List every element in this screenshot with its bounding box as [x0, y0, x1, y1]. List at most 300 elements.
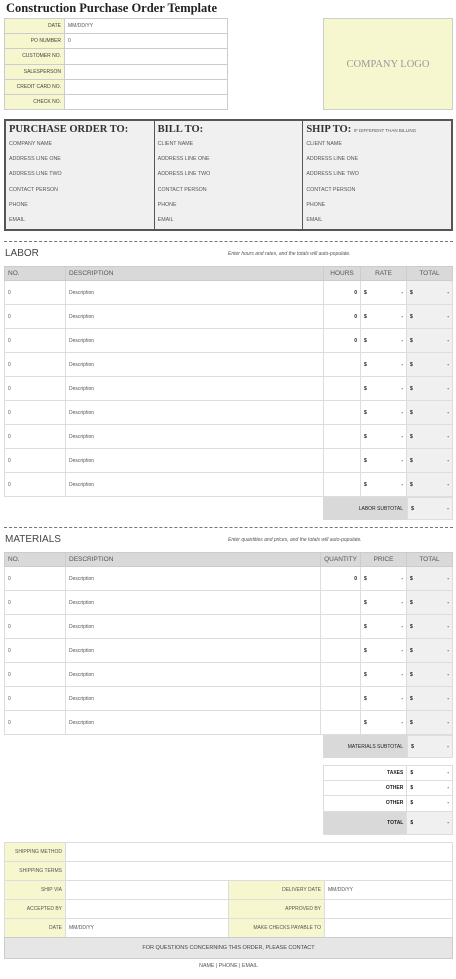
- row-description[interactable]: Description: [66, 687, 321, 711]
- amount: -: [401, 385, 403, 392]
- currency-symbol: $: [364, 361, 367, 368]
- materials-subtotal: [323, 735, 453, 758]
- row-number[interactable]: 0: [5, 567, 66, 591]
- currency-symbol: $: [410, 457, 413, 464]
- currency-symbol: $: [364, 409, 367, 416]
- header-field-value[interactable]: [65, 49, 228, 64]
- money-value: [410, 624, 449, 630]
- row-quantity[interactable]: [324, 425, 361, 449]
- currency-symbol: $: [364, 647, 367, 654]
- labor-table: [4, 266, 453, 497]
- currency-symbol: $: [364, 433, 367, 440]
- column-header: DESCRIPTION: [66, 267, 324, 281]
- address-line[interactable]: CONTACT PERSON: [306, 186, 356, 193]
- money-value: [410, 434, 449, 440]
- address-line[interactable]: CLIENT NAME: [157, 141, 194, 147]
- row-total: [407, 281, 453, 305]
- amount: -: [447, 289, 449, 296]
- table-row: [5, 687, 453, 711]
- totals-row: [324, 796, 453, 811]
- money-value: [364, 314, 403, 320]
- row-price[interactable]: [361, 377, 407, 401]
- column-header: NO.: [5, 267, 66, 281]
- table-row: [5, 615, 453, 639]
- column-header: TOTAL: [407, 267, 453, 281]
- totals-label: OTHER: [324, 796, 407, 811]
- money-value: [410, 482, 449, 488]
- currency-symbol: $: [410, 337, 413, 344]
- column-header: TOTAL: [407, 553, 453, 567]
- ship-to-heading: SHIP TO:: [306, 124, 352, 135]
- column-header: QUANTITY: [321, 553, 361, 567]
- accepted-by-label: ACCEPTED BY: [5, 900, 66, 919]
- row-number[interactable]: 0: [5, 305, 66, 329]
- table-row: [5, 281, 453, 305]
- amount: -: [401, 289, 403, 296]
- row-total: [407, 687, 453, 711]
- accepted-by-field[interactable]: [66, 900, 229, 919]
- totals-value: [407, 766, 453, 781]
- currency-symbol: $: [410, 289, 413, 296]
- money-value: [364, 624, 403, 630]
- money-value: [410, 648, 449, 654]
- row-quantity[interactable]: [321, 639, 361, 663]
- row-price[interactable]: [361, 449, 407, 473]
- row-price[interactable]: [361, 353, 407, 377]
- approved-by-label: APPROVED BY: [229, 900, 325, 919]
- totals-label: OTHER: [324, 781, 407, 796]
- header-field-value[interactable]: [65, 94, 228, 109]
- header-field-row: [5, 19, 228, 34]
- row-description[interactable]: Description: [66, 425, 324, 449]
- row-price[interactable]: [361, 425, 407, 449]
- table-row: [5, 663, 453, 687]
- row-price[interactable]: [361, 567, 407, 591]
- money-value: [410, 785, 449, 791]
- row-number[interactable]: 0: [5, 591, 66, 615]
- amount: -: [447, 385, 449, 392]
- labor-subtotal-value: $ -: [407, 497, 453, 520]
- table-row: [5, 639, 453, 663]
- header-field-row: [5, 79, 228, 94]
- amount: -: [401, 623, 403, 630]
- row-number[interactable]: 0: [5, 473, 66, 497]
- money-value: [364, 576, 403, 582]
- labor-instruction: Enter hours and rates, and the totals will auto-populate.: [228, 251, 351, 257]
- address-line[interactable]: ADDRESS LINE ONE: [157, 156, 210, 163]
- currency-symbol: $: [364, 481, 367, 488]
- money-value: [410, 696, 449, 702]
- money-value: [364, 410, 403, 416]
- address-line[interactable]: EMAIL: [306, 216, 323, 223]
- header-field-row: [5, 34, 228, 49]
- address-line[interactable]: EMAIL: [157, 216, 174, 223]
- amount: -: [447, 599, 449, 606]
- currency-symbol: $: [410, 770, 414, 777]
- amount: -: [447, 647, 449, 654]
- money-value: [364, 720, 403, 726]
- currency-symbol: $: [410, 623, 413, 630]
- money-value: [410, 576, 449, 582]
- table-row: [5, 425, 453, 449]
- address-line[interactable]: ADDRESS LINE TWO: [157, 171, 211, 178]
- money-value: [364, 362, 403, 368]
- column-header: HOURS: [324, 267, 361, 281]
- row-description[interactable]: Description: [66, 567, 321, 591]
- amount: -: [401, 671, 403, 678]
- row-number[interactable]: 0: [5, 353, 66, 377]
- row-quantity[interactable]: 0: [324, 329, 361, 353]
- amount: -: [401, 313, 403, 320]
- questions-bar: FOR QUESTIONS CONCERNING THIS ORDER, PLEASE CONTACT: [4, 937, 453, 959]
- divider: [4, 241, 453, 242]
- table-row: [5, 567, 453, 591]
- row-total: [407, 305, 453, 329]
- currency-symbol: $: [364, 623, 367, 630]
- row-total: [407, 591, 453, 615]
- row-price[interactable]: [361, 687, 407, 711]
- row-description[interactable]: Description: [66, 615, 321, 639]
- row-description[interactable]: Description: [66, 281, 324, 305]
- row-total: [407, 449, 453, 473]
- address-line[interactable]: PHONE: [9, 201, 28, 208]
- labor-subtotal-label: LABOR SUBTOTAL: [323, 497, 407, 520]
- header-field-label: CUSTOMER NO.: [5, 49, 65, 64]
- table-row: [5, 473, 453, 497]
- totals-row: [324, 811, 453, 834]
- amount: -: [447, 695, 449, 702]
- row-quantity[interactable]: 0: [324, 305, 361, 329]
- row-number[interactable]: 0: [5, 711, 66, 735]
- table-row: [5, 711, 453, 735]
- ship-via-label: SHIP VIA: [5, 881, 66, 900]
- currency-symbol: $: [410, 361, 413, 368]
- amount: -: [447, 575, 449, 582]
- approved-by-field[interactable]: [325, 900, 453, 919]
- header-field-value[interactable]: 0: [65, 34, 228, 49]
- currency-symbol: $: [410, 647, 413, 654]
- address-line[interactable]: CLIENT NAME: [306, 141, 342, 147]
- header-fields-table: [4, 18, 228, 110]
- table-row: [5, 305, 453, 329]
- row-quantity[interactable]: 0: [321, 567, 361, 591]
- amount: -: [447, 409, 449, 416]
- currency-symbol: $: [364, 695, 367, 702]
- row-total: [407, 639, 453, 663]
- ship-to-heading-wrap: [306, 123, 448, 137]
- shipping-table: [4, 842, 453, 938]
- currency-symbol: $: [410, 385, 413, 392]
- currency-symbol: $: [364, 457, 367, 464]
- labor-subtotal: [323, 497, 453, 520]
- amount: -: [447, 819, 449, 826]
- amount: -: [401, 481, 403, 488]
- header-field-label: SALESPERSON: [5, 64, 65, 79]
- header-field-row: [5, 94, 228, 109]
- amount: -: [447, 433, 449, 440]
- currency-symbol: $: [364, 719, 367, 726]
- totals-value: [407, 796, 453, 811]
- row-quantity[interactable]: [321, 615, 361, 639]
- po-to-heading: PURCHASE ORDER TO:: [9, 124, 129, 135]
- address-line[interactable]: CONTACT PERSON: [157, 186, 207, 193]
- row-total: [407, 663, 453, 687]
- currency-symbol: $: [410, 800, 414, 807]
- row-price[interactable]: [361, 401, 407, 425]
- money-value: [364, 386, 403, 392]
- header-field-label: CHECK NO.: [5, 94, 65, 109]
- amount: -: [401, 361, 403, 368]
- currency-symbol: $: [410, 599, 413, 606]
- amount: -: [447, 361, 449, 368]
- amount: -: [447, 671, 449, 678]
- currency-symbol: $: [364, 575, 367, 582]
- amount: -: [447, 800, 449, 807]
- amount: -: [447, 719, 449, 726]
- money-value: [410, 410, 449, 416]
- currency-symbol: $: [364, 313, 367, 320]
- money-value: [410, 672, 449, 678]
- header-field-value[interactable]: [65, 64, 228, 79]
- money-value: [410, 458, 449, 464]
- ship-via-field[interactable]: [66, 881, 229, 900]
- header-field-label: PO NUMBER: [5, 34, 65, 49]
- address-line[interactable]: PHONE: [306, 201, 326, 208]
- company-logo: COMPANY LOGO: [323, 18, 453, 110]
- row-number[interactable]: 0: [5, 401, 66, 425]
- date-field[interactable]: MM/DD/YY: [66, 919, 229, 938]
- row-quantity[interactable]: [324, 473, 361, 497]
- shipping-terms-field[interactable]: [66, 862, 453, 881]
- row-number[interactable]: 0: [5, 663, 66, 687]
- header-field-row: [5, 49, 228, 64]
- currency-symbol: $: [410, 409, 413, 416]
- currency-symbol: $: [410, 481, 413, 488]
- amount: -: [401, 433, 403, 440]
- address-line[interactable]: ADDRESS LINE ONE: [306, 156, 359, 163]
- currency-symbol: $: [410, 819, 414, 826]
- materials-title: MATERIALS: [5, 534, 61, 545]
- money-value: [364, 434, 403, 440]
- address-block: [4, 119, 453, 231]
- ship-to-column: [303, 121, 451, 229]
- totals-value: [407, 781, 453, 796]
- table-row: [5, 449, 453, 473]
- row-total: [407, 329, 453, 353]
- amount: -: [447, 457, 449, 464]
- row-price[interactable]: [361, 281, 407, 305]
- totals-row: [324, 781, 453, 796]
- amount: -: [447, 623, 449, 630]
- row-description[interactable]: Description: [66, 353, 324, 377]
- bill-to-heading: BILL TO:: [157, 124, 204, 135]
- row-quantity[interactable]: [324, 401, 361, 425]
- row-total: [407, 401, 453, 425]
- row-price[interactable]: [361, 591, 407, 615]
- payable-label: MAKE CHECKS PAYABLE TO: [229, 919, 325, 938]
- row-number[interactable]: 0: [5, 687, 66, 711]
- column-header: NO.: [5, 553, 66, 567]
- currency-symbol: $: [364, 671, 367, 678]
- currency-symbol: $: [410, 671, 413, 678]
- bill-to-column: [155, 121, 304, 229]
- money-value: [410, 290, 449, 296]
- table-row: [5, 353, 453, 377]
- row-description[interactable]: Description: [66, 449, 324, 473]
- money-value: [364, 482, 403, 488]
- row-price[interactable]: [361, 329, 407, 353]
- address-line[interactable]: ADDRESS LINE TWO: [306, 171, 359, 178]
- column-header: DESCRIPTION: [66, 553, 321, 567]
- amount: -: [401, 575, 403, 582]
- amount: -: [447, 785, 449, 792]
- row-number[interactable]: 0: [5, 329, 66, 353]
- row-price[interactable]: [361, 305, 407, 329]
- table-row: [5, 591, 453, 615]
- amount: -: [401, 647, 403, 654]
- materials-table: [4, 552, 453, 735]
- money-value: [364, 338, 403, 344]
- money-value: [410, 800, 449, 806]
- money-value: [364, 648, 403, 654]
- row-description[interactable]: Description: [66, 401, 324, 425]
- row-price[interactable]: [361, 639, 407, 663]
- amount: -: [401, 719, 403, 726]
- currency-symbol: $: [364, 599, 367, 606]
- amount: -: [401, 695, 403, 702]
- row-total: [407, 473, 453, 497]
- money-value: [364, 600, 403, 606]
- address-line[interactable]: ADDRESS LINE TWO: [9, 171, 62, 178]
- money-value: [410, 820, 449, 826]
- row-number[interactable]: 0: [5, 281, 66, 305]
- address-line[interactable]: PHONE: [157, 201, 177, 208]
- header-field-value[interactable]: MM/DD/YY: [65, 19, 228, 34]
- table-row: [5, 329, 453, 353]
- labor-title: LABOR: [5, 248, 39, 259]
- shipping-terms-label: SHIPPING TERMS: [5, 862, 66, 881]
- row-quantity[interactable]: [324, 449, 361, 473]
- row-price[interactable]: [361, 615, 407, 639]
- row-number[interactable]: 0: [5, 425, 66, 449]
- address-line[interactable]: EMAIL: [9, 216, 25, 223]
- po-to-column: [6, 121, 155, 229]
- row-number[interactable]: 0: [5, 639, 66, 663]
- row-quantity[interactable]: [321, 663, 361, 687]
- totals-row: [324, 766, 453, 781]
- row-total: [407, 425, 453, 449]
- header-field-value[interactable]: [65, 79, 228, 94]
- materials-subtotal-value: $ -: [407, 735, 453, 758]
- row-quantity[interactable]: [324, 353, 361, 377]
- row-number[interactable]: 0: [5, 449, 66, 473]
- shipping-method-label: SHIPPING METHOD: [5, 843, 66, 862]
- money-value: [410, 386, 449, 392]
- header-field-row: [5, 64, 228, 79]
- row-total: [407, 567, 453, 591]
- currency-symbol: $: [410, 433, 413, 440]
- row-description[interactable]: Description: [66, 663, 321, 687]
- row-total: [407, 615, 453, 639]
- table-row: [5, 401, 453, 425]
- money-value: [364, 290, 403, 296]
- row-description[interactable]: Description: [66, 305, 324, 329]
- delivery-date-field[interactable]: MM/DD/YY: [325, 881, 453, 900]
- row-description[interactable]: Description: [66, 591, 321, 615]
- row-description[interactable]: Description: [66, 711, 321, 735]
- money-value: [364, 696, 403, 702]
- currency-symbol: $: [410, 313, 413, 320]
- money-value: [364, 458, 403, 464]
- totals-label: TAXES: [324, 766, 407, 781]
- currency-symbol: $: [410, 695, 413, 702]
- row-description[interactable]: Description: [66, 329, 324, 353]
- row-quantity[interactable]: 0: [324, 281, 361, 305]
- row-description[interactable]: Description: [66, 377, 324, 401]
- payable-field[interactable]: [325, 919, 453, 938]
- money-value: [410, 362, 449, 368]
- row-price[interactable]: [361, 711, 407, 735]
- row-total: [407, 353, 453, 377]
- delivery-date-label: DELIVERY DATE: [229, 881, 325, 900]
- currency-symbol: $: [410, 785, 414, 792]
- money-value: [410, 314, 449, 320]
- currency-symbol: $: [410, 575, 413, 582]
- row-price[interactable]: [361, 473, 407, 497]
- address-line[interactable]: CONTACT PERSON: [9, 186, 58, 193]
- money-value: [410, 600, 449, 606]
- materials-subtotal-label: MATERIALS SUBTOTAL: [323, 735, 407, 758]
- totals-table: [323, 765, 453, 835]
- row-quantity[interactable]: [321, 711, 361, 735]
- header-field-label: CREDIT CARD NO.: [5, 79, 65, 94]
- row-quantity[interactable]: [321, 591, 361, 615]
- column-header: PRICE: [361, 553, 407, 567]
- currency-symbol: $: [364, 289, 367, 296]
- divider: [4, 527, 453, 528]
- money-value: [410, 720, 449, 726]
- ship-to-note: IF DIFFERENT THAN BILLING: [353, 128, 417, 133]
- row-description[interactable]: Description: [66, 639, 321, 663]
- amount: -: [447, 481, 449, 488]
- date-label: DATE: [5, 919, 66, 938]
- shipping-method-field[interactable]: [66, 843, 453, 862]
- contact-line: NAME | PHONE | EMAIL: [199, 963, 258, 969]
- row-quantity[interactable]: [324, 377, 361, 401]
- amount: -: [401, 337, 403, 344]
- amount: -: [401, 457, 403, 464]
- money-value: [410, 770, 449, 776]
- row-description[interactable]: Description: [66, 473, 324, 497]
- row-total: [407, 377, 453, 401]
- amount: -: [401, 599, 403, 606]
- money-value: [364, 672, 403, 678]
- row-quantity[interactable]: [321, 687, 361, 711]
- currency-symbol: $: [364, 385, 367, 392]
- currency-symbol: $: [410, 719, 413, 726]
- address-line[interactable]: ADDRESS LINE ONE: [9, 156, 61, 163]
- row-number[interactable]: 0: [5, 615, 66, 639]
- currency-symbol: $: [364, 337, 367, 344]
- amount: -: [447, 770, 449, 777]
- row-number[interactable]: 0: [5, 377, 66, 401]
- amount: -: [401, 409, 403, 416]
- address-line[interactable]: COMPANY NAME: [9, 141, 53, 147]
- row-total: [407, 711, 453, 735]
- totals-label: TOTAL: [324, 811, 407, 834]
- row-price[interactable]: [361, 663, 407, 687]
- money-value: [410, 338, 449, 344]
